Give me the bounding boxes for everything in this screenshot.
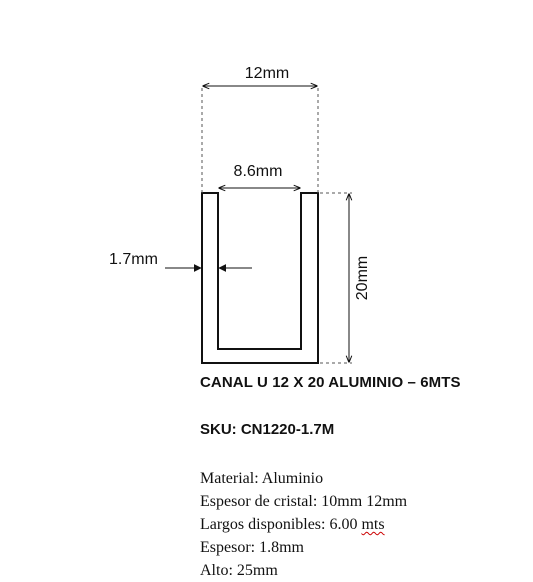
height-label: 20mm	[354, 255, 371, 301]
property-value: 6.00	[329, 516, 358, 533]
property-label: Alto:	[200, 562, 233, 579]
product-sku: SKU: CN1220-1.7M	[200, 421, 335, 438]
property-unit: mts	[361, 516, 385, 533]
property-material	[200, 467, 407, 490]
wall-thickness-label: 1.7mm	[109, 251, 158, 268]
outer-width-label: 12mm	[244, 65, 290, 82]
property-value: Aluminio	[261, 470, 324, 487]
wall-thickness-dimension	[109, 251, 252, 268]
inner-width-label: 8.6mm	[233, 163, 283, 180]
property-label: Espesor de cristal:	[200, 493, 318, 510]
property-label: Material:	[200, 470, 259, 487]
product-properties	[200, 467, 407, 582]
property-thickness	[200, 536, 407, 559]
property-height	[200, 559, 407, 582]
property-available-lengths	[200, 513, 407, 536]
property-value: 1.8mm	[259, 539, 304, 556]
property-glass-thickness	[200, 490, 407, 513]
inner-width-dimension	[219, 163, 300, 188]
property-label: Largos disponibles:	[200, 516, 326, 533]
property-value: 10mm 12mm	[321, 493, 408, 510]
property-label: Espesor:	[200, 539, 256, 556]
u-channel-profile	[202, 193, 318, 363]
height-dimension	[320, 193, 371, 363]
product-title: CANAL U 12 X 20 ALUMINIO – 6MTS	[200, 374, 461, 391]
property-value: 25mm	[236, 562, 278, 579]
